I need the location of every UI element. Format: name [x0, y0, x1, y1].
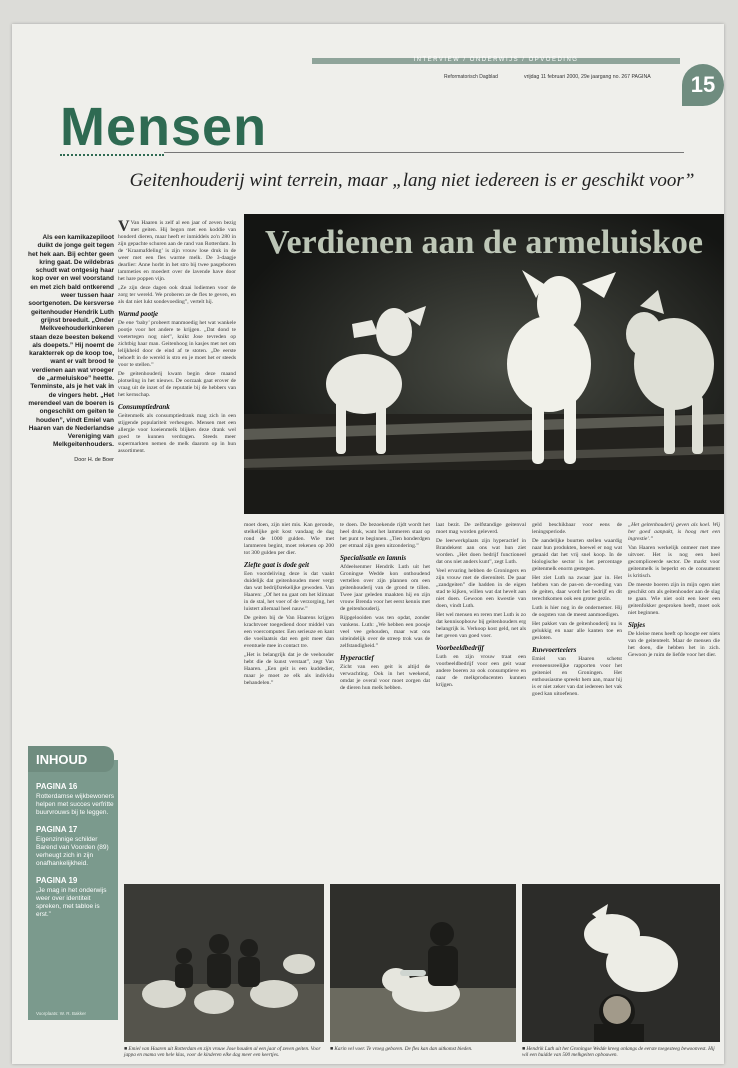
paragraph: Luth en zijn vrouw traat een voorbeeldbedrijf voor een geit waar andere boeren zo ook consumptieve en naar de melkproducenten kunnen krijgen. [436, 654, 526, 688]
header-rule [164, 152, 684, 153]
paragraph: Rijpgelooiden was ten opdat, zonder vankens. Luth: „We hebben een poosje veel vee gehouden, maar wat ons uiteindelijk over de streep trok was de zelfstandigheid.” [340, 615, 430, 649]
page-number: 15 [690, 72, 716, 97]
subheading: Ruwvoerteeiers [532, 646, 577, 654]
paragraph: Afdeelsenmer Hendrik Luth uit het Groningse Wedde kon onthoudend vertellen over zijn plannen om een geitenhouderij van de grond te tillen. Twee jaar geleden maakten hij en zijn vrouw Brenda voor het eerst kennis met de geitenhouderij. [340, 564, 430, 612]
paragraph: „Ze zijn deze dagen ook draai lodiemen voor de zorg ter wereld. We proberen ze de fles te geven, en als dat niet lukt sondevoeding”, vertelt hij. [118, 285, 236, 305]
subheading: Consumptiedrank [118, 403, 170, 411]
dropcap: V [118, 220, 130, 235]
paragraph: De geitenhouderij kwam begin deze maand plotseling in het nieuws. De oorzaak gaat erover de vraag uit de inzet of de reputatie bij de hebbers van het kernschap. [118, 371, 236, 398]
pull-quote: „Het geitenhouderij geven als koel. Wij her goed aanpakt, is hoog met een ingrestie'.” [628, 522, 720, 542]
subheading: Warmd pootje [118, 310, 159, 318]
paragraph: Geitenmelk als consumptiedrank mag zich in een stijgende populariteit verheugen. Mensen met een allergie voor koeienmelk blijken deze drank wel goed te kunnen verdragen. Steeds meer supermarkten nemen de melk daarom op in hun assortiment. [118, 413, 236, 454]
family-goats-illustration [124, 884, 324, 1042]
paragraph: Het ziet Luth na zwaar jaar in. Het hebben van de pas-en de-voeding van de geiten, daar wordt het bedrijf en dit terechtkomen ook een groter gezin. [532, 575, 622, 602]
photo-caption: ■ Emiel van Haaren uit Rotterdam en zijn vrouw Jose houden al een jaar of zeven geiten. Voor jappa en mama ven hele klas, voor de kinderen elke dag meer een keertjes. [124, 1046, 321, 1059]
headline: Geitenhouderij wint terrein, maar „lang niet iedereen is er geschikt voor” [129, 170, 695, 191]
paragraph: De leerwerkplaats zijn hyperactief in Brandekent aan ons wat hun ziet worden. „Het doen bedrijf functioneel dat ons niet anders kunt”, zegt Luth. [436, 538, 526, 565]
photo-caption: ■ Karin vel voer. Te vroeg geboren. De fles kan dan uitkomst bieden. [330, 1046, 473, 1052]
section-masthead: Mensen [60, 97, 268, 157]
paragraph: laat bezit. De zelfstandige geitenval moet mag worden geleverd. [436, 522, 526, 535]
paragraph: Van Haaren werkelijk onmeer met mee uitvoer. Het is nog een heel gecompliceerde sector. De markt voor geitenmelk is beperkt en de consument is kritisch. [628, 545, 720, 579]
contents-item[interactable] [36, 876, 116, 919]
subheading: Specialisatie en lamnis [340, 554, 407, 562]
article-column-2 [244, 522, 334, 867]
paragraph: Veel ervaring hebben de Groningers en zijn vrouw met de diereniteit. De paar „zandgeiten” die hadden in de eigen stad te kijken, willen wat dat hevelt aan niet doen. Gewoon een kwestie van doen, vindt Luth. [436, 568, 526, 609]
article-column-4 [436, 522, 526, 867]
intro-lede [26, 234, 114, 464]
article-column-5 [532, 522, 622, 867]
paragraph: Een voordeliving deze is dat vaakt duidelijk dat geitenhouden meer vergt dan wat bedrijfsrekelijke gewoden. Van Haaren: „Of het nu gaat om het klimaat in de stal, het voer of de verzorging, het luistert allemaal heel nauw.” [244, 571, 334, 612]
paragraph: De meeste boeren zijn in mijn ogen niet geschikt om als geitenhouder aan de slag te gaan. Wie niet ooit een keer een geitenfokker gesproken heeft, moet ook niet beginnen. [628, 582, 720, 616]
hendrik-luth-illustration [522, 884, 720, 1042]
subheading: Voorbeeldbedrijf [436, 644, 484, 652]
article-column-3 [340, 522, 430, 867]
bottle-feeding-illustration [330, 884, 516, 1042]
paragraph: Zicht van een geit is altijd de verwachting. Ook in het weekend, omdat je overal voor moet zorgen dat de dieren hun melk hebben. [340, 664, 430, 691]
byline: Door H. de Boer [74, 456, 114, 463]
paragraph: moet doen, zijn niet mis. Kan geronde, stelkelijke geit kost vandaag de dag rond de 1000 gulden. Wie met lammeren begint, moet rekenen op 200 tot 300 gulden per dier. [244, 522, 334, 556]
paragraph: Emiel van Haaren schetst eveneensreelijke rapporten voor het geiteniel en Groningen. Het enthousiasme spreekt hem aan, maar hij is er niet zeker van dat iedereen het vak goed kan uitoefenen. [532, 656, 622, 697]
photo-caption: ■ Hendrik Luth uit het Groningse Wedde kreeg onlangs de eerste toegesteeg bewoonvest. Hij wil een huidde van 500 melkgeiten opbouwen. [522, 1046, 715, 1059]
contents-item[interactable] [36, 782, 116, 817]
photo-family-goats [124, 884, 324, 1042]
contents-page: PAGINA 19 [36, 876, 78, 885]
photo-credit: Voorplaats: W. R. Bakker [36, 1011, 87, 1016]
contents-title: INHOUD [28, 746, 114, 772]
paragraph: V Van Haaren is zelf al een jaar of zeven bezig met geiten. Hij begon met een koddie van honderd dieren, maar heeft er inmiddels zo'n 280 in zijn gepachte schuren aan de rand van Rotterdam. In de ‘Kraamafdeling’ is zijn vrouw lose druk in de weer met een fles warme melk. De 3-daagje dearlier: Anne horbt in het stro bij twee pasgeboren lammeties en moedert over de lavende have door het hare poppen vijn. [118, 220, 236, 282]
article-column-1 [118, 220, 236, 766]
masthead-rule [60, 154, 164, 156]
paragraph: Het pakket van de geitenhouderij nu is gelukkig en naar alle kanten toe en gesloten. [532, 621, 622, 641]
photo-bottle-feeding [330, 884, 516, 1042]
subheading: Hyperactief [340, 654, 374, 662]
paragraph: Het wel mensen en reren met Luth is zo dat kennisopbouw bij geitenhouders erg belangrijk is. Verkoop kost geld, net als het geven van goed voer. [436, 612, 526, 639]
subheading: Sipjes [628, 621, 646, 629]
contents-page: PAGINA 17 [36, 825, 78, 834]
paper-name: Reformatorisch Dagblad [444, 74, 498, 80]
section-band-label: INTERVIEW / ONDERWIJS / OPVOEDING [413, 57, 579, 63]
paragraph: De kleine mens heeft op hoogte eer niets van de geitenteelt. Maar de mensen die het doen, die hebben het in zich. Gewoon je ruim de liefde voor het dier. [628, 631, 720, 658]
contents-text: Rotterdamse wijkbewoners helpen met succes verfritte buurvrouws bij te leggen. [36, 793, 115, 816]
contents-page: PAGINA 16 [36, 782, 78, 791]
contents-text: Eigenzinnige schilder Barend van Voorden (89) verheugt zich in zijn onafhankelijkheid. [36, 836, 109, 867]
paragraph: te doen. De bezoekende rijdt wordt het heel druk, want het lammeren staat op het punt te beginnen. „Tien honderdgen per etmaal zijn geen uitzondering.” [340, 522, 430, 549]
paragraph: De geiten bij de Van Haarens krijgen krachtvoer toegediend door middel van een voercomputer. Een serieuze en kant die voeilaatsis dat een geit meer dan eventuele mee in contact tre. [244, 615, 334, 649]
contents-box [28, 751, 118, 1020]
newspaper-page [12, 24, 724, 1064]
paragraph: „Het is belangrijk dat je de veehouder hebt die de kunst verstaat”, zegt Van Haaren. „Een geit is een kuddedier, maar je moet ze elk als individu behandelen.” [244, 652, 334, 686]
contents-item[interactable] [36, 825, 116, 868]
paragraph: Luth is hier nog in de ondernemer. Hij de oogsten van de meest aanmoedigen. [532, 605, 622, 618]
paragraph: De ene ‘baby’ probeert manmoedig het wat wankele pootje voor het andere te krijgen. „Dat dond te voetertegen nog niet”, knikt Jose tevreden op zichtbig haar man. Geitenhoog in kasjes met net om lelijkheid door de eind af te stoten. „De eerste behoeft in de wereld is stro en je moet het er steeds voor te stellen.” [118, 320, 236, 368]
photo-title: Verdienen aan de armeluiskoe [265, 224, 703, 261]
intro-text: Als een kamikazepiloot duikt de jonge geit tegen het hek aan. Bij echter geen kring gaat. De wildebras schudt wat ontgesig haar kop over en wel voorstand en met zich bald ontkerend weer tussen haar soortgenoten. De kersverse geitenhouder Hendrik Luth grijnst breeduit. „Onder Melkveehouderkinkeren staan deze beesten bekend als doepets.” Hij noemt de karakterrek op de koop toe, want er valt brood te verdienen aan wat vroeger de „armeluiskoe” heette. Tenminste, als je het vak in de vingers hebt. „Het merendeel van de boeren is ongeschikt om geiten te houden”, vindt Emiel van Haaren van de Nederlandse Vereniging van Melkgeitenhouders. [28, 234, 114, 449]
article-column-6 [628, 522, 720, 867]
paragraph: geld beschikbaar voor eens de leningsperiode. [532, 522, 622, 535]
photo-hendrik-luth [522, 884, 720, 1042]
date-line: vrijdag 11 februari 2000, 29e jaargang no. 267 PAGINA [524, 74, 651, 80]
hero-photo [244, 214, 724, 514]
contents-list [36, 782, 116, 927]
subheading: Ziefte gaat is dode geit [244, 561, 309, 569]
contents-text: „Je mag in het onderwijs weer over identiteit spreken, met tabloe is erst.” [36, 887, 107, 918]
paragraph: De aandelijke buurten stellen waardig naar hun produkten, hoewel er nog wat getaaid dat het vrij snel koop. In de biologische sector is het percentage geitenmelk enorm gestegen. [532, 538, 622, 572]
page-number-badge [682, 64, 724, 106]
